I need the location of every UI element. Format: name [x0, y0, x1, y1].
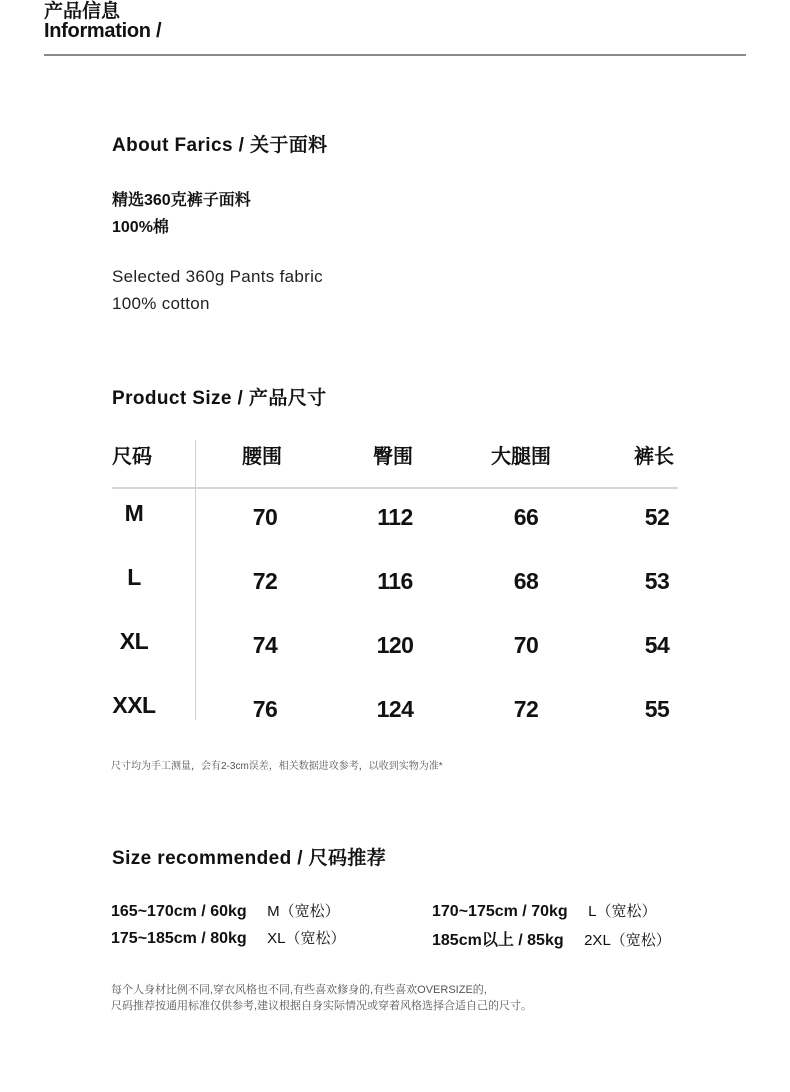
fabric-cn-line1: 精选360克裤子面料 [112, 192, 251, 209]
size-header-waist: 腰围 [242, 446, 282, 468]
recommend-range: 175~185cm / 80kg [111, 930, 247, 947]
recommend-range: 185cm以上 / 85kg [432, 932, 564, 949]
table-vertical-divider [195, 440, 196, 720]
cell-length: 52 [644, 504, 670, 530]
size-note: 尺寸均为手工测量，会有2-3cm误差，相关数据进攻参考，以收到实物为准* [111, 761, 443, 772]
header-title-en: Information / [44, 20, 162, 42]
cell-length: 53 [644, 568, 670, 594]
cell-hip: 112 [377, 504, 413, 530]
fabric-en-line1: Selected 360g Pants fabric [112, 267, 323, 286]
recommend-fit: XL（宽松） [267, 930, 346, 947]
size-header-hip: 臀围 [373, 446, 413, 468]
header-divider [44, 54, 746, 56]
cell-length: 54 [644, 632, 670, 658]
recommend-fit: L（宽松） [588, 903, 657, 920]
cell-hip: 124 [376, 696, 414, 722]
fabric-en-text [112, 263, 323, 317]
recommend-item [432, 900, 656, 921]
size-header-thigh: 大腿围 [491, 446, 551, 468]
cell-size: XL [119, 628, 149, 654]
cell-thigh: 66 [513, 504, 539, 530]
cell-thigh: 70 [513, 632, 539, 658]
cell-length: 55 [644, 696, 670, 722]
recommend-footnote-2: 尺码推荐按通用标准仅供参考,建议根据自身实际情况或穿着风格选择合适自己的尺寸。 [111, 1000, 533, 1012]
fabric-cn-line2: 100%棉 [112, 219, 169, 236]
cell-waist: 70 [252, 504, 278, 530]
cell-hip: 120 [376, 632, 414, 658]
size-header-size: 尺码 [112, 446, 152, 468]
fabric-cn-text [112, 187, 251, 241]
cell-waist: 76 [252, 696, 278, 722]
size-header-length: 裤长 [634, 446, 674, 468]
recommend-item [111, 927, 345, 948]
size-title: Product Size / 产品尺寸 [112, 388, 327, 409]
recommend-footnote-1: 每个人身材比例不同,穿衣风格也不同,有些喜欢修身的,有些喜欢OVERSIZE的, [111, 984, 487, 996]
cell-waist: 72 [252, 568, 278, 594]
recommend-item [432, 927, 671, 950]
recommend-title: Size recommended / 尺码推荐 [112, 848, 387, 869]
cell-size: XXL [112, 692, 156, 718]
recommend-range: 170~175cm / 70kg [432, 903, 568, 920]
cell-size: L [127, 564, 141, 590]
cell-thigh: 68 [513, 568, 539, 594]
cell-size: M [124, 500, 144, 526]
table-header-divider [112, 487, 678, 489]
recommend-range: 165~170cm / 60kg [111, 903, 247, 920]
cell-waist: 74 [252, 632, 278, 658]
recommend-fit: 2XL（宽松） [584, 932, 671, 949]
cell-thigh: 72 [513, 696, 539, 722]
cell-hip: 116 [377, 568, 413, 594]
recommend-fit: M（宽松） [267, 903, 340, 920]
fabric-title: About Farics / 关于面料 [112, 135, 328, 156]
recommend-item [111, 900, 340, 921]
header-title-cn: 产品信息 [44, 1, 121, 22]
fabric-en-line2: 100% cotton [112, 294, 210, 313]
